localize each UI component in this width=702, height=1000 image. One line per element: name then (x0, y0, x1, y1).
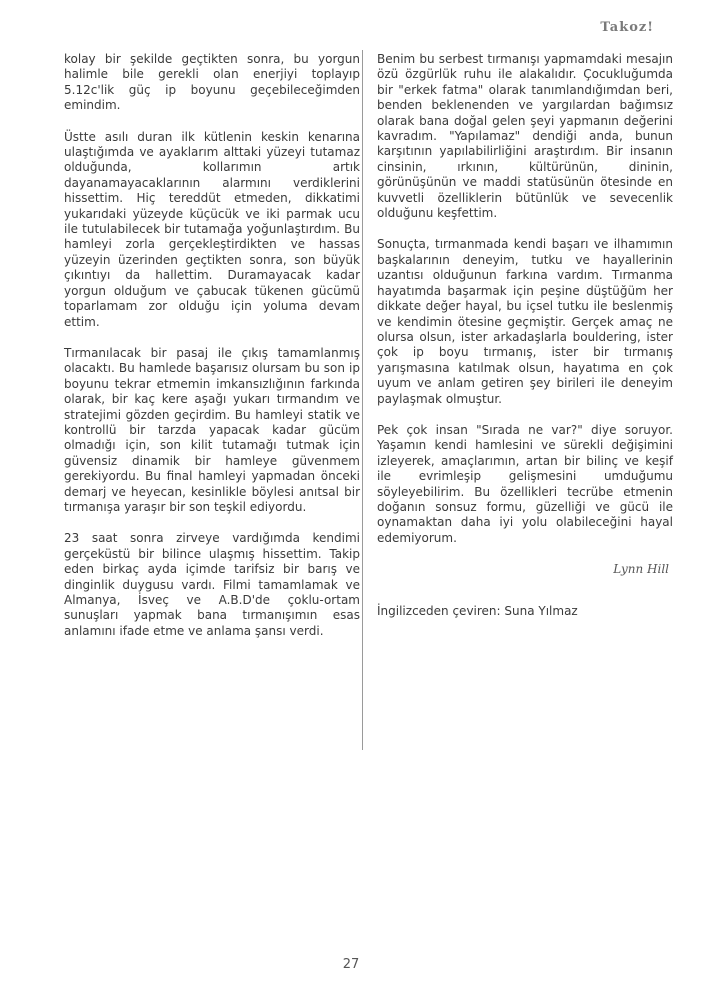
right-column (377, 52, 673, 635)
left-column (64, 52, 360, 655)
column-divider (362, 50, 363, 750)
paragraph: Tırmanılacak bir pasaj ile çıkış tamamlanmış olacaktı. Bu hamlede başarısız olursam bu son ip boyunu tekrar etmemin imkansızlığının farkında olarak, bir kaç kere aşağı yukarı tırmandım ve stratejimi gözden geçirdim. Bu hamleyi statik ve kontrollü bir tarzda yapacak kadar gücüm olmadığı için, son kilit tutamağı tutmak için güvensiz dinamik bir hamleye güvenmem gerekiyordu. Bu final hamleyi yapmadan önceki demarj ve heyecan, kesinlikle böylesi anıtsal bir tırmanışa yaraşır bir son teşkil ediyordu. (64, 345, 360, 514)
paragraph: Pek çok insan "Sırada ne var?" diye soruyor. Yaşamın kendi hamlesini ve sürekli değişimini izleyerek, amaçlarımın, artan bir bilinç ve keşif ile evrimleşip gelişmesini umduğumu söyleyebilirim. Bu özellikleri tecrübe etmenin doğanın sonsuz formu, güzelliği ve gücü ile oynamaktan daha iyi yolu olabileceğini hayal edemiyorum. (377, 422, 673, 545)
magazine-header-mark: Takoz! (600, 20, 654, 35)
paragraph: kolay bir şekilde geçtikten sonra, bu yorgun halimle bile gerekli olan enerjiyi toplayıp 5.12c'lik güç ip boyunu geçebileceğimden emindim. (64, 52, 360, 113)
translator-credit: İngilizceden çeviren: Suna Yılmaz (377, 603, 578, 618)
paragraph: Üstte asılı duran ilk kütlenin keskin kenarına ulaştığımda ve ayaklarım alttaki yüzeyi tutamaz olduğunda, kollarımın artık dayanamayacaklarının alarmını verdiklerini hissettim. Hiç tereddüt etmeden, dikkatimi yukarıdaki yüzeyde küçücük ve iki parmak ucu ile tutulabilecek bir tutamağa yoğunlaştırdım. Bu hamleyi zorla gerçekleştirdikten ve hassas yüzeyin üzerinden geçtikten sonra, son büyük çıkıntıyı da hallettim. Duramayacak kadar yorgun olduğum ve çabucak tükenen gücümü toparlamam zor olduğu için yoluma devam ettim. (64, 129, 360, 329)
paragraph: 23 saat sonra zirveye vardığımda kendimi gerçeküstü bir bilince ulaşmış hissettim. Takip eden birkaç ayda içimde tarifsiz bir barış ve dinginlik duygusu vardı. Filmi tamamlamak ve Almanya, İsveç ve A.B.D'de çoklu-ortam sunuşları yapmak bana tırmanışımın esas anlamını ifade etme ve anlama şansı verdi. (64, 531, 360, 638)
page-number: 27 (342, 957, 360, 972)
paragraph: Benim bu serbest tırmanışı yapmamdaki mesajın özü özgürlük ruhu ile alakalıdır. Çocukluğumda bir "erkek fatma" olarak tanımlandığımdan beri, benden beklenenden ve yargılardan bağımsız olarak bana doğal gelen şeyi yapmanın değerini kavradım. "Yapılamaz" dendiği anda, bunun karşıtının yapılabilirliğini araştırdım. Bir insanın cinsinin, ırkının, kültürünün, dininin, görünüşünün ve maddi statüsünün ötesinde en kuvvetli özelliklerin bütünlük ve sevecenlik olduğunu keşfettim. (377, 52, 673, 221)
paragraph: Sonuçta, tırmanmada kendi başarı ve ilhamımın başkalarının deneyim, tutku ve hayallerinin uzantısı olduğunun farkına vardım. Tırmanma hayatımda başarmak için peşine düştüğüm her dikkate değer hayal, bu içsel tutku ile beslenmiş ve kendimin ötesine geçmiştir. Gerçek amaç ne olursa olsun, ister arkadaşlarla bouldering, ister çok ip boyu tırmanış, ister bir tırmanış yarışmasına katılmak olsun, hayatıma en çok uyum ve anlam getiren şey birileri ile deneyim paylaşmak olmuştur. (377, 237, 673, 406)
author-signature: Lynn Hill (613, 562, 669, 577)
